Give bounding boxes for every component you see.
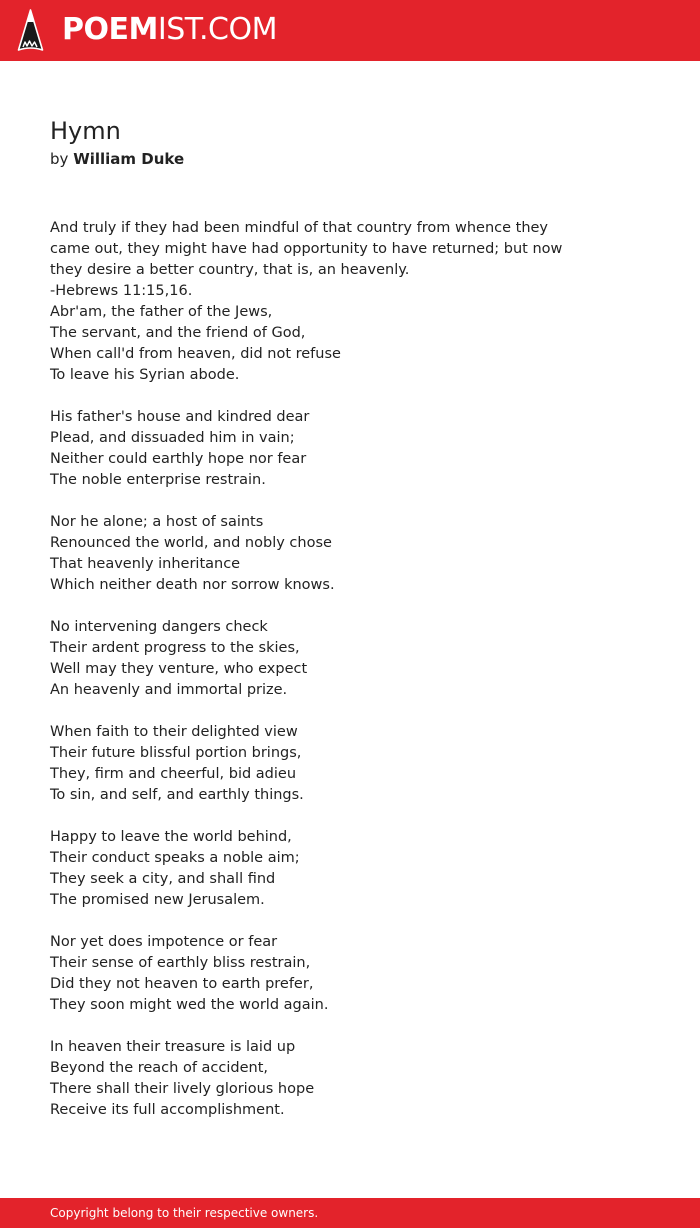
- stanza-break: [50, 596, 650, 617]
- poem-line: When faith to their delighted view: [50, 724, 298, 740]
- site-header: [0, 0, 700, 61]
- stanza-break: [50, 701, 650, 722]
- poem-line: Which neither death nor sorrow knows.: [50, 577, 335, 593]
- poem-line: Renounced the world, and nobly chose: [50, 535, 332, 551]
- poem-line: Plead, and dissuaded him in vain;: [50, 430, 295, 446]
- poem-title: Hymn: [50, 117, 121, 145]
- pencil-logo-icon[interactable]: [17, 9, 44, 52]
- stanza-break: [50, 911, 650, 932]
- epigraph-line: came out, they might have had opportunity to have returned; but now: [50, 241, 563, 257]
- poem-line: They soon might wed the world again.: [50, 997, 329, 1013]
- poem-line: Their conduct speaks a noble aim;: [50, 850, 300, 866]
- logo-light-part: IST.COM: [157, 12, 277, 47]
- poem-line: Neither could earthly hope nor fear: [50, 451, 307, 467]
- stanza-break: [50, 1016, 650, 1037]
- poem-line: Their sense of earthly bliss restrain,: [50, 955, 311, 971]
- poem-line: The promised new Jerusalem.: [50, 892, 265, 908]
- by-label: by: [50, 150, 69, 168]
- poem-line: The noble enterprise restrain.: [50, 472, 266, 488]
- byline: [50, 149, 184, 169]
- poem-line: Well may they venture, who expect: [50, 661, 308, 677]
- poem-body: [50, 218, 650, 1121]
- poem-line: When call'd from heaven, did not refuse: [50, 346, 341, 362]
- poem-line: Happy to leave the world behind,: [50, 829, 292, 845]
- poem-line: That heavenly inheritance: [50, 556, 241, 572]
- copyright-notice: Copyright belong to their respective owners.: [50, 1206, 319, 1220]
- poem-line: To sin, and self, and earthly things.: [50, 787, 304, 803]
- poem-line: They, firm and cheerful, bid adieu: [50, 766, 297, 782]
- poem-line: Abr'am, the father of the Jews,: [50, 304, 273, 320]
- site-logo-text[interactable]: [62, 13, 277, 47]
- epigraph-line: -Hebrews 11:15,16.: [50, 283, 193, 299]
- poem-line: Nor yet does impotence or fear: [50, 934, 278, 950]
- poem-line: In heaven their treasure is laid up: [50, 1039, 296, 1055]
- poem-line: There shall their lively glorious hope: [50, 1081, 315, 1097]
- poem-line: The servant, and the friend of God,: [50, 325, 306, 341]
- epigraph-line: they desire a better country, that is, an heavenly.: [50, 262, 410, 278]
- stanza-break: [50, 491, 650, 512]
- poem-line: Their future blissful portion brings,: [50, 745, 302, 761]
- epigraph-line: And truly if they had been mindful of that country from whence they: [50, 220, 549, 236]
- poem-line: Receive its full accomplishment.: [50, 1102, 285, 1118]
- poem-line: Beyond the reach of accident,: [50, 1060, 269, 1076]
- author-name: William Duke: [73, 150, 185, 168]
- stanza-break: [50, 806, 650, 827]
- poem-line: No intervening dangers check: [50, 619, 268, 635]
- poem-line: To leave his Syrian abode.: [50, 367, 240, 383]
- poem-line: An heavenly and immortal prize.: [50, 682, 288, 698]
- site-footer: [0, 1198, 700, 1228]
- poem-line: Nor he alone; a host of saints: [50, 514, 264, 530]
- poem-line: Did they not heaven to earth prefer,: [50, 976, 314, 992]
- poem-line: They seek a city, and shall find: [50, 871, 276, 887]
- stanza-break: [50, 386, 650, 407]
- poem-line: His father's house and kindred dear: [50, 409, 310, 425]
- logo-bold-part: POEM: [62, 12, 158, 47]
- poem-line: Their ardent progress to the skies,: [50, 640, 300, 656]
